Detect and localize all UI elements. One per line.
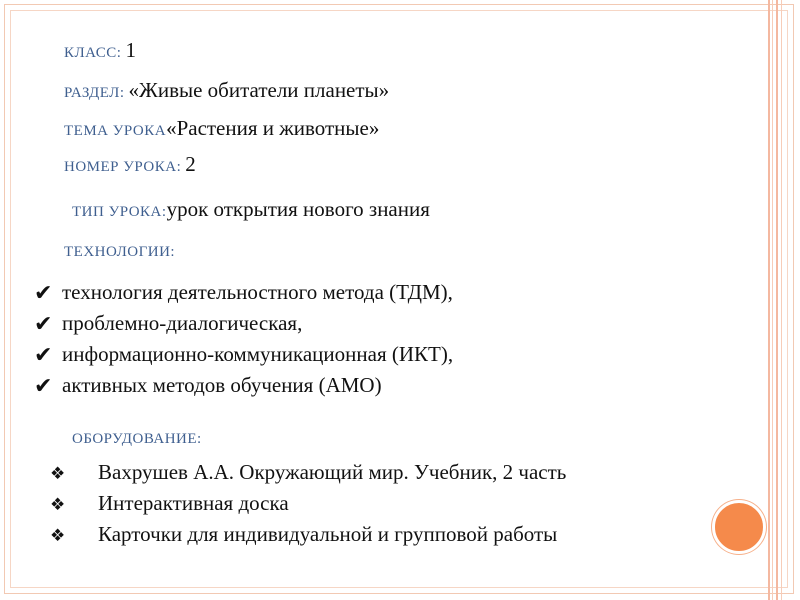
diamond-bullet-icon: ❖: [50, 526, 66, 545]
topic-row: [64, 116, 379, 141]
checkmark-icon: ✔: [34, 311, 53, 336]
decorative-circle: [712, 500, 766, 554]
topic-label: ТЕМА УРОКА: [64, 123, 167, 139]
section-row: [64, 78, 389, 103]
class-value: 1: [125, 38, 136, 62]
class-row: [64, 38, 136, 63]
decorative-stripe: [781, 0, 782, 600]
lesson-type-label: ТИП УРОКА:: [72, 204, 167, 220]
equipment-item: Карточки для индивидуальной и групповой работы: [98, 522, 558, 546]
lesson-type-row: [72, 197, 430, 222]
diamond-bullet-icon: ❖: [50, 464, 66, 483]
technology-item: технология деятельностного метода (ТДМ),: [62, 280, 453, 304]
equipment-heading: [72, 430, 202, 448]
technologies-heading: [64, 243, 175, 261]
decorative-stripe: [768, 0, 770, 600]
checkmark-icon: ✔: [34, 373, 53, 398]
technology-item: проблемно-диалогическая,: [62, 311, 303, 335]
diamond-bullet-icon: ❖: [50, 495, 66, 514]
lesson-number-row: [64, 152, 196, 177]
checkmark-icon: ✔: [34, 280, 53, 305]
technologies-label: ТЕХНОЛОГИИ:: [64, 244, 176, 260]
section-value: «Живые обитатели планеты»: [128, 78, 390, 102]
topic-value: «Растения и животные»: [166, 116, 380, 140]
lesson-number-value: 2: [185, 152, 196, 176]
decorative-stripe: [772, 0, 773, 600]
equipment-item: Вахрушев А.А. Окружающий мир. Учебник, 2 часть: [98, 460, 567, 484]
section-label: РАЗДЕЛ:: [64, 85, 125, 101]
equipment-label: ОБОРУДОВАНИЕ:: [72, 431, 202, 447]
lesson-type-value: урок открытия нового знания: [166, 197, 430, 221]
technology-item: активных методов обучения (АМО): [62, 373, 382, 397]
decorative-stripe: [776, 0, 778, 600]
checkmark-icon: ✔: [34, 342, 53, 367]
technology-item: информационно-коммуникационная (ИКТ),: [62, 342, 454, 366]
equipment-item: Интерактивная доска: [98, 491, 289, 515]
lesson-number-label: НОМЕР УРОКА:: [64, 159, 182, 175]
class-label: КЛАСС:: [64, 45, 122, 61]
